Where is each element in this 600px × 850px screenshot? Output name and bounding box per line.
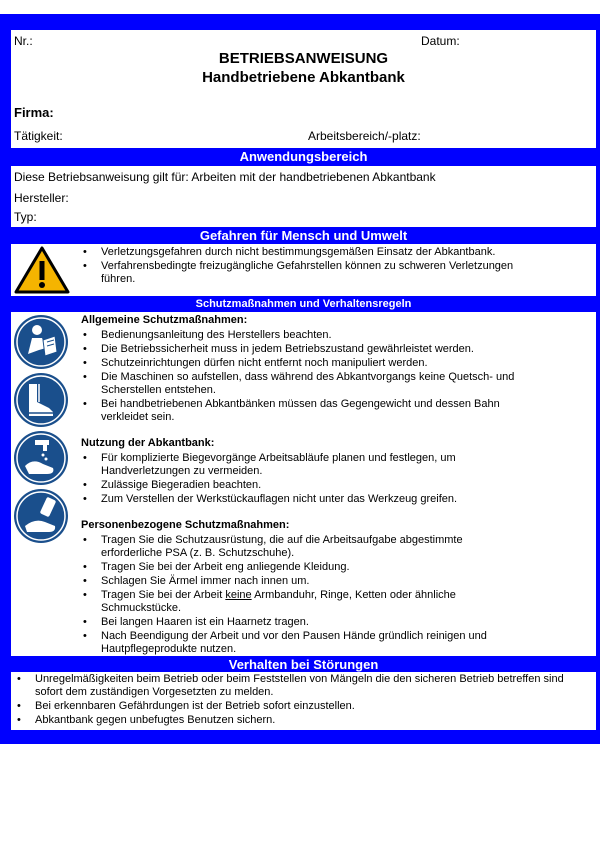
list-item: • Die Maschinen so aufstellen, dass während des Abkantvorgangs keine Quetsch- und Scherstellen entstehen. [81, 371, 521, 397]
warning-triangle-icon [14, 246, 70, 294]
list-item: • Unregelmäßigkeiten beim Betrieb oder beim Feststellen von Mängeln die den sicheren Betrieb betreffen sind sofort dem zuständigen Vorgesetzten zu melden. [15, 673, 590, 699]
list-item: • Schutzeinrichtungen dürfen nicht entfernt noch manipuliert werden. [81, 357, 521, 370]
document-title: BETRIEBSANWEISUNG [218, 50, 389, 67]
list-item: • Bei langen Haaren ist ein Haarnetz tragen. [81, 616, 511, 629]
schutzmassnahmen-title: Schutzmaßnahmen und Verhaltensregeln [11, 297, 596, 311]
arbeitsbereich-label: Arbeitsbereich/-platz: [308, 129, 421, 143]
read-manual-icon [13, 314, 69, 370]
header-panel [11, 30, 596, 148]
stoerungen-title: Verhalten bei Störungen [11, 657, 596, 672]
item-text: Armbanduhr, Ringe, Ketten oder ähnliche Schmuckstücke. [101, 589, 456, 614]
list-item: • Bei handbetriebenen Abkantbänken müssen das Gegengewicht und dessen Bahn verkleidet sein. [81, 398, 521, 424]
datum-label: Datum: [421, 34, 460, 48]
list-item: • Für komplizierte Biegevorgänge Arbeitsabläufe planen und festlegen, um Handverletzungen zu vermeiden. [81, 452, 501, 478]
gefahren-list [81, 246, 521, 287]
taetigkeit-label: Tätigkeit: [14, 129, 63, 143]
gefahren-panel [11, 244, 596, 296]
nr-label: Nr.: [14, 34, 33, 48]
list-item: • Zulässige Biegeradien beachten. [81, 479, 501, 492]
wash-hands-icon [13, 430, 69, 486]
allgemeine-list [81, 329, 521, 425]
gefahren-title: Gefahren für Mensch und Umwelt [11, 228, 596, 244]
hersteller-label: Hersteller: [14, 191, 69, 205]
list-item: • Die Betriebssicherheit muss in jedem Betriebszustand gewährleistet werden. [81, 343, 521, 356]
list-item: • Zum Verstellen der Werkstückauflagen nicht unter das Werkzeug greifen. [81, 493, 501, 506]
nutzung-heading: Nutzung der Abkantbank: [81, 437, 215, 449]
personen-heading: Personenbezogene Schutzmaßnahmen: [81, 519, 290, 531]
stoerungen-panel [11, 672, 596, 730]
list-item: • Verletzungsgefahren durch nicht bestimmungsgemäßen Einsatz der Abkantbank. [81, 246, 521, 259]
safety-shoes-icon [13, 372, 69, 428]
typ-label: Typ: [14, 210, 37, 224]
stoerungen-list [15, 673, 590, 728]
list-item: • Tragen Sie bei der Arbeit eng anliegende Kleidung. [81, 561, 511, 574]
anwendungsbereich-panel [11, 166, 596, 227]
firma-label: Firma: [14, 105, 54, 120]
list-item [81, 589, 511, 615]
list-item: • Tragen Sie die Schutzausrüstung, die auf die Arbeitsaufgabe abgestimmte erforderliche PSA (z. B. Schutzschuhe). [81, 534, 511, 560]
list-item: • Bei erkennbaren Gefährdungen ist der Betrieb sofort einzustellen. [15, 700, 590, 713]
personen-list [81, 534, 511, 657]
hand-cream-icon [13, 488, 69, 544]
list-item: • Verfahrensbedingte freizugängliche Gefahrstellen können zu schweren Verletzungen führen. [81, 260, 521, 286]
gilt-fuer-text: Diese Betriebsanweisung gilt für: Arbeiten mit der handbetriebenen Abkantbank [14, 170, 436, 184]
schutzmassnahmen-panel [11, 312, 596, 656]
allgemeine-heading: Allgemeine Schutzmaßnahmen: [81, 314, 248, 326]
item-text: Tragen Sie bei der Arbeit [101, 589, 226, 601]
nutzung-list [81, 452, 501, 507]
list-item: • Nach Beendigung der Arbeit und vor den Pausen Hände gründlich reinigen und Hautpflegeprodukte nutzen. [81, 630, 511, 656]
anwendungsbereich-title: Anwendungsbereich [11, 149, 596, 165]
emphasis-keine: keine [225, 589, 252, 601]
list-item: • Schlagen Sie Ärmel immer nach innen um. [81, 575, 511, 588]
document-subtitle: Handbetriebene Abkantbank [202, 69, 405, 86]
list-item: • Abkantbank gegen unbefugtes Benutzen sichern. [15, 714, 590, 727]
list-item: • Bedienungsanleitung des Herstellers beachten. [81, 329, 521, 342]
